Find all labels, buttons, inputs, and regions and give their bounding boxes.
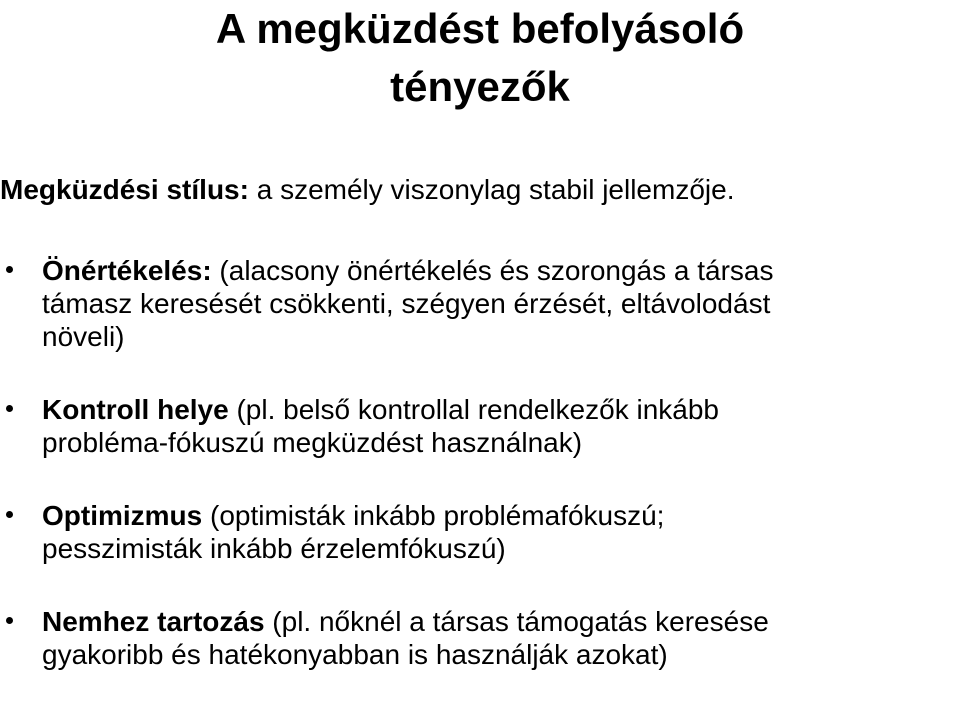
factor-term: Kontroll helye bbox=[42, 394, 229, 425]
factor-locus-of-control bbox=[0, 393, 960, 459]
factor-term: Nemhez tartozás bbox=[42, 606, 265, 637]
bullet-dot-icon bbox=[6, 263, 14, 275]
bullet-dot-icon bbox=[6, 508, 14, 520]
factor-term: Optimizmus bbox=[42, 500, 203, 531]
factor-line: növeli) bbox=[42, 321, 125, 352]
factor-line: gyakoribb és hatékonyabban is használják azokat) bbox=[42, 639, 668, 670]
factor-text: (pl. belső kontrollal rendelkezők inkább bbox=[228, 394, 719, 425]
factor-optimism bbox=[0, 499, 960, 565]
factor-term: Önértékelés: bbox=[42, 255, 212, 286]
slide-title-line-1: A megküzdést befolyásoló bbox=[215, 5, 745, 52]
slide-title bbox=[0, 0, 960, 116]
factor-gender bbox=[0, 605, 960, 671]
slide-title-line-2: tényezők bbox=[390, 63, 570, 110]
factor-line bbox=[42, 605, 960, 638]
intro-text: a személy viszonylag stabil jellemzője. bbox=[248, 174, 735, 205]
factor-text: (pl. nőknél a társas támogatás keresése bbox=[264, 606, 769, 637]
factor-line bbox=[42, 254, 960, 287]
factor-line bbox=[42, 499, 960, 532]
bullet-dot-icon bbox=[6, 402, 14, 414]
factor-line: probléma-fókuszú megküzdést használnak) bbox=[42, 427, 583, 458]
bullet-dot-icon bbox=[6, 614, 14, 626]
factor-self-esteem bbox=[0, 254, 960, 353]
intro-term: Megküzdési stílus: bbox=[0, 174, 249, 205]
factor-text: (alacsony önértékelés és szorongás a társas bbox=[211, 255, 774, 286]
factor-line bbox=[42, 393, 960, 426]
intro-statement bbox=[0, 172, 734, 208]
factor-line: támasz keresését csökkenti, szégyen érzését, eltávolodást bbox=[42, 288, 771, 319]
factor-list bbox=[0, 254, 960, 671]
factor-text: (optimisták inkább problémafókuszú; bbox=[202, 500, 665, 531]
factor-line: pesszimisták inkább érzelemfókuszú) bbox=[42, 533, 506, 564]
